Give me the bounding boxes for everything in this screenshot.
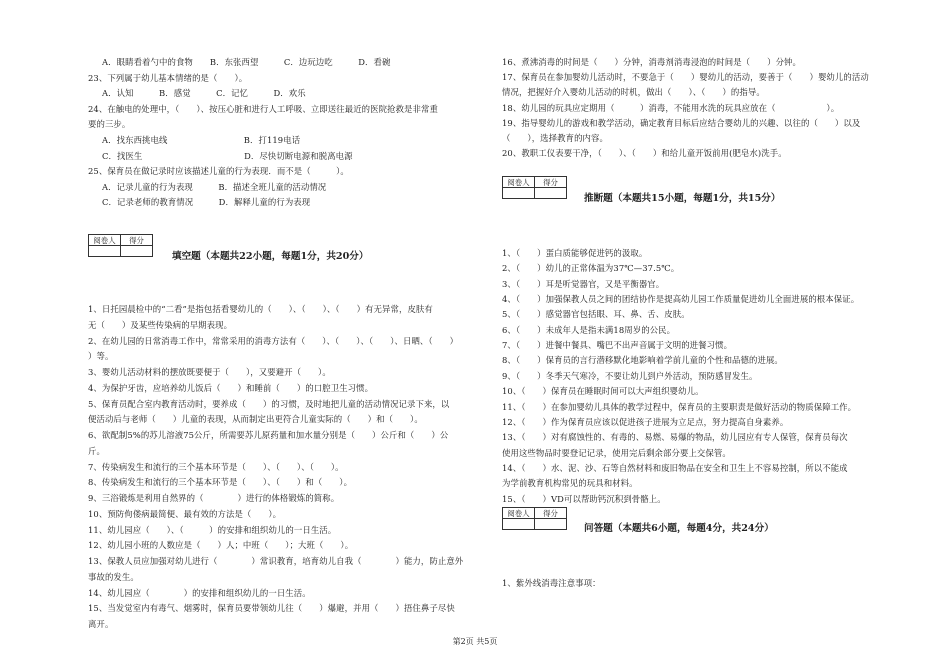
text-line: 9、三浴锻炼是利用自然界的（ ）进行的体格锻炼的简称。 — [88, 493, 340, 503]
grader-cell[interactable] — [503, 519, 535, 530]
text-line: 要的三步。 — [88, 119, 131, 130]
text-line: 4、（ ）加强保教人员之间的团结协作是提高幼儿园工作质量促进幼儿全面进展的根本保证。 — [502, 294, 860, 305]
judge-score-box — [502, 176, 567, 199]
page-footer: 第2页 共5页 — [452, 637, 498, 646]
text-line: 24、在触电的处理中，（ ）、按压心脏和进行人工呼吸、立即送往最近的医院抢救是非常重 — [88, 103, 438, 114]
text-line: 10、预防佝偻病最简便、最有效的方法是（ ）。 — [88, 508, 282, 519]
text-line: 15、当发觉室内有毒气、烟雾时，保育员要带领幼儿往（ ）爆避，并用（ ）捂住鼻子尽快 — [88, 603, 455, 614]
text-line: 12、幼儿园小班的人数应是（ ）人；中班（ ）；大班（ ）。 — [88, 540, 354, 551]
text-line: 情况，把握好介入婴幼儿活动的时机，做出（ ）、（ ）的指导。 — [502, 87, 765, 98]
score-label: 得分 — [121, 235, 153, 246]
text-line: 离开。 — [88, 619, 114, 629]
text-line: 事故的发生。 — [88, 571, 139, 582]
text-line: 无（ ）及某些传染病的早期表现。 — [88, 319, 233, 330]
qa-section-title: 问答题（本题共6小题，每题4分，共24分） — [584, 523, 774, 534]
score-cell[interactable] — [535, 188, 567, 199]
text-line: 13、保教人员应加强对幼儿进行（ ）常识教育，培育幼儿自我（ ）能力，防止意外 — [88, 556, 464, 566]
grader-label: 阅卷人 — [503, 508, 535, 519]
text-line: 9、（ ）冬季天气寒冷，不要让幼儿到户外活动，预防感冒发生。 — [502, 370, 758, 381]
judge-section-title: 推断题（本题共15小题，每题1分，共15分） — [584, 193, 781, 204]
text-line: 使用这些物品时要登记记录，使用完后剩余部分要上交保管。 — [502, 447, 731, 458]
text-line: 11、幼儿园应（ ）、（ ）的安排和组织幼儿的一日生活。 — [88, 524, 337, 535]
score-label: 得分 — [535, 177, 567, 188]
text-line: C．记录老师的教育情况 D．解释儿童的行为表现 — [102, 197, 311, 208]
fill-section-title: 填空题（本题共22小题，每题1分，共20分） — [172, 251, 369, 262]
text-line: 20、教职工仪表要干净，（ ）、（ ）和给儿童开饭前用(肥皂水)洗手。 — [502, 148, 787, 159]
score-cell[interactable] — [121, 246, 153, 257]
text-line: 3、（ ）耳是听觉器官，又是平衡器官。 — [502, 278, 665, 289]
text-line: 为学前教育机构常见的玩具和材料。 — [502, 478, 638, 489]
text-line: A．记录儿童的行为表现 B．描述全班儿童的活动情况 — [102, 181, 327, 192]
fill-score-box — [88, 234, 153, 257]
grader-cell[interactable] — [503, 188, 535, 199]
text-line: 斤。 — [88, 445, 105, 456]
text-line: 15、（ ）VD可以帮助钙沉积到骨骼上。 — [502, 493, 666, 504]
score-label: 得分 — [535, 508, 567, 519]
text-line: ）等。 — [88, 351, 114, 362]
score-cell[interactable] — [535, 519, 567, 530]
text-line: 10、（ ）保育员在睡眠时间可以大声组织婴幼儿。 — [502, 386, 704, 397]
text-line: 25、保育员在做记录时应该描述儿童的行为表现．而不是（ ）。 — [88, 166, 349, 177]
grader-label: 阅卷人 — [503, 177, 535, 188]
text-line: 11、（ ）在参加婴幼儿具体的教学过程中，保育员的主要职责是做好活动的物质保障工作。 — [502, 401, 857, 412]
text-line: A．找东西挑电线 B．打119电话 — [102, 135, 301, 145]
text-line: 8、传染病发生和流行的三个基本环节是（ ）、（ ）和（ ）。 — [88, 477, 353, 488]
text-line: 2、在幼儿园的日常消毒工作中，常常采用的消毒方法有（ ）、（ ）、（ ）、日晒、（ ） — [88, 335, 459, 346]
text-line: 13、（ ）对有腐蚀性的、有毒的、易燃、易爆的物品，幼儿园应有专人保管，保育员每次 — [502, 432, 848, 443]
text-line: 6、欲配制5%的苏儿溶液75公斤，所需要苏儿原药量和加水量分别是（ ）公斤和（ ）公 — [88, 430, 449, 440]
text-line: A．认知 B．感觉 C．记忆 D．欢乐 — [102, 88, 306, 99]
text-line: 5、（ ）感觉器官包括眼、耳、鼻、舌、皮肤。 — [502, 309, 690, 320]
text-line: 便活动后与老师（ ）儿童的表现，从而制定出更符合儿童实际的（ ）和（ ）。 — [88, 414, 423, 425]
grader-label: 阅卷人 — [89, 235, 121, 246]
text-line: 12、（ ）作为保育员应该以促进孩子进展为立足点，努力提高自身素养。 — [502, 416, 789, 427]
text-line: 17、保育员在参加婴幼儿活动时，不要急于（ ）婴幼儿的活动，要善于（ ）婴幼儿的活动 — [502, 72, 869, 83]
text-line: 1、（ ）蛋白质能够促进钙的汲取。 — [502, 248, 648, 258]
text-line: 6、（ ）未成年人是指未满18周岁的公民。 — [502, 324, 676, 335]
text-line: 8、（ ）保育员的言行潜移默化地影响着学前儿童的个性和品德的进展。 — [502, 355, 783, 366]
text-line: （ ），选择教育的内容。 — [502, 133, 608, 143]
text-line: 14、（ ）水、泥、沙、石等自然材料和废旧物品在安全和卫生上不容易控制，所以不能成 — [502, 462, 848, 473]
text-line: C．找医生 D．尽快切断电源和脱离电源 — [102, 150, 353, 161]
text-line: 3、婴幼儿活动材料的摆放既要便于（ ），又要避开（ ）。 — [88, 367, 331, 377]
text-line: 7、（ ）进餐中餐具、嘴巴不出声音属于文明的进餐习惯。 — [502, 340, 733, 351]
text-line: 16、煮沸消毒的时间是（ ）分钟，消毒剂消毒浸泡的时间是（ ）分钟。 — [502, 57, 802, 67]
text-line: 2、（ ）幼儿的正常体温为37℃—37.5℃。 — [502, 263, 680, 274]
text-line: 19、指导婴幼儿的游戏和教学活动，确定教育目标后应结合婴幼儿的兴趣、以往的（ ）以及 — [502, 117, 861, 128]
text-line: 23、下列属于幼儿基本情绪的是（ ）。 — [88, 72, 248, 83]
text-line: 4、为保护牙齿，应培养幼儿饭后（ ）和睡前（ ）的口腔卫生习惯。 — [88, 382, 374, 393]
grader-cell[interactable] — [89, 246, 121, 257]
text-line: 1、紫外线消毒注意事项： — [502, 578, 601, 588]
text-line: 1、日托园晨检中的“二看”是指包括看婴幼儿的（ ）、（ ）、（ ）有无异常，皮肤有 — [88, 304, 433, 314]
text-line: 14、幼儿园应（ ）的安排和组织幼儿的一日生活。 — [88, 587, 311, 598]
text-line: 5、保育员配合室内教育活动时，要养成（ ）的习惯，及时地把儿童的活动情况记录下来，以 — [88, 398, 450, 409]
text-line: 18、幼儿园的玩具应定期用（ ）消毒，不能用水洗的玩具应放在（ ）。 — [502, 102, 840, 113]
text-line: 7、传染病发生和流行的三个基本环节是（ ）、（ ）、（ ）。 — [88, 461, 344, 472]
qa-score-box — [502, 507, 567, 530]
text-line: A．眼睛看着勺中的食物 B．东张西望 C．边玩边吃 D．看碗 — [102, 57, 391, 67]
